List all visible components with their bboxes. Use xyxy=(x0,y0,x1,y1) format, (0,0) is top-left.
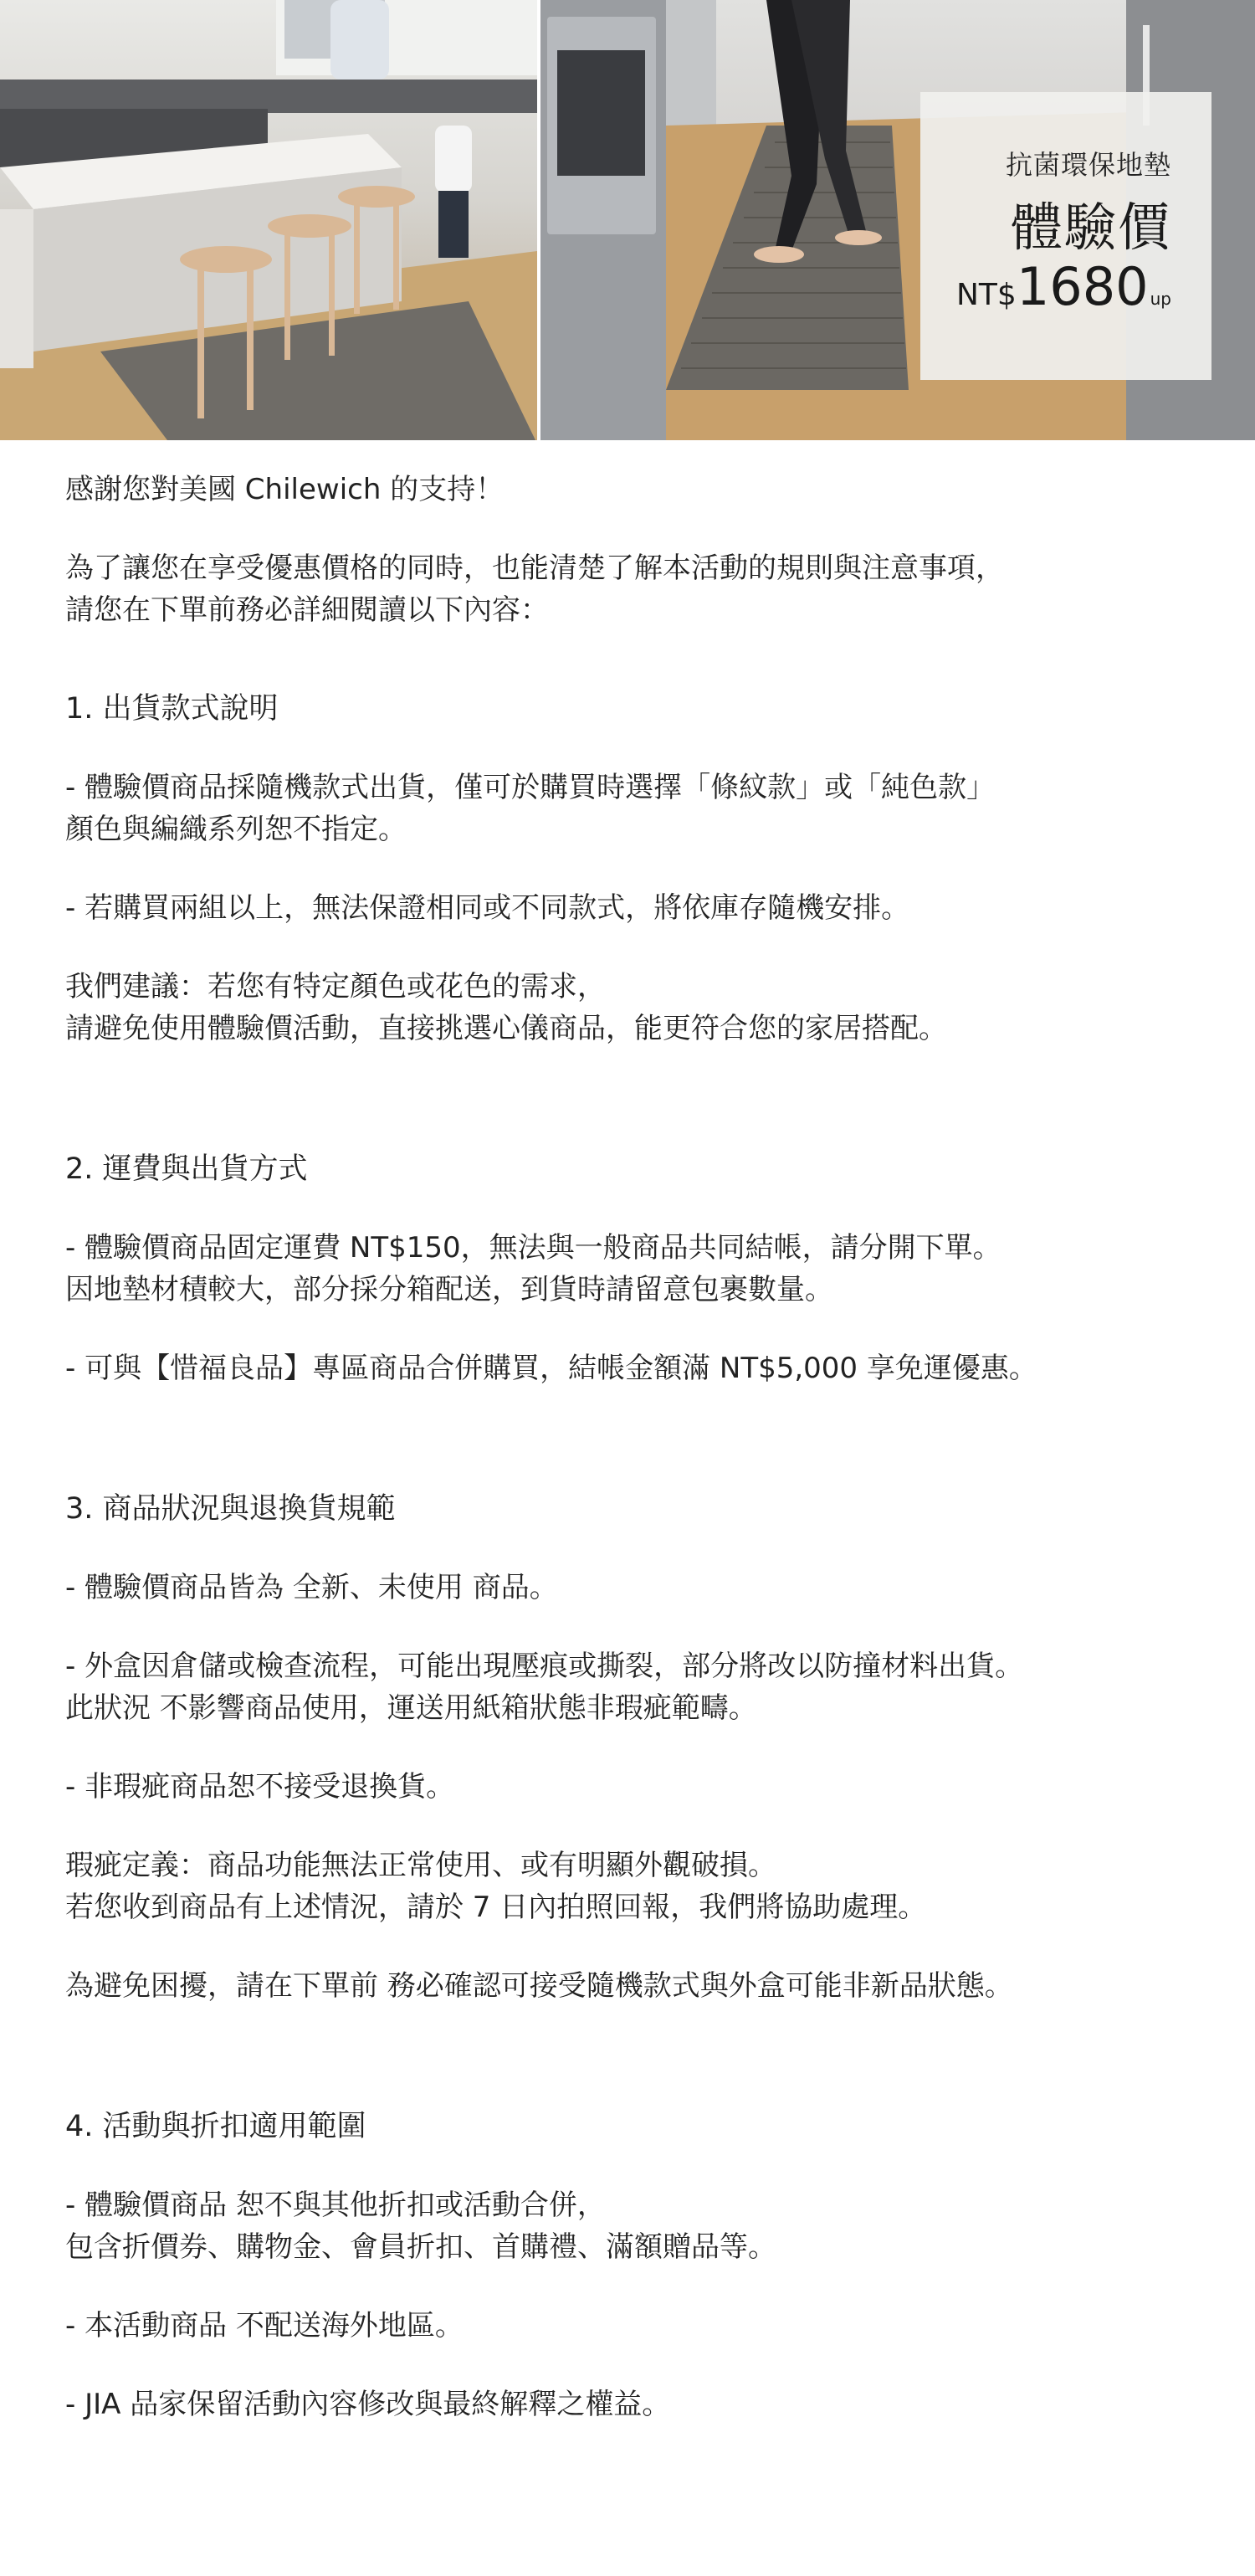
section-text: - 體驗價商品皆為 全新、未使用 商品。 xyxy=(65,1571,558,1604)
kitchen-illustration xyxy=(0,0,537,440)
section-text: 若您收到商品有上述情況，請於 7 日內拍照回報，我們將協助處理。 xyxy=(65,1891,927,1924)
section-text: 請避免使用體驗價活動，直接挑選心儀商品，能更符合您的家居搭配。 xyxy=(65,1012,947,1045)
price-tagline: 抗菌環保地墊 xyxy=(1005,149,1171,181)
terms-article xyxy=(65,469,1237,2425)
section-text: - JIA 品家保留活動內容修改與最終解釋之權益。 xyxy=(65,2388,671,2421)
price-title: 體驗價 xyxy=(1010,197,1171,258)
section-text: - 可與【惜福良品】專區商品合併購買，結帳金額滿 NT$5,000 享免運優惠。 xyxy=(65,1352,1037,1385)
thanks-line: 感謝您對美國 Chilewich 的支持！ xyxy=(65,473,505,506)
kitchen-photo xyxy=(0,0,537,440)
price-currency: NT$ xyxy=(956,278,1017,312)
section-text: 我們建議：若您有特定顏色或花色的需求， xyxy=(65,970,606,1003)
section-text: - 體驗價商品 恕不與其他折扣或活動合併， xyxy=(65,2189,606,2222)
price-line xyxy=(956,256,1171,317)
intro-line: 請您在下單前務必詳細閱讀以下內容： xyxy=(65,593,549,627)
section-text: 因地墊材積較大，部分採分箱配送，到貨時請留意包裹數量。 xyxy=(65,1273,833,1306)
section-text: - 非瑕疵商品恕不接受退換貨。 xyxy=(65,1770,455,1804)
section-text: 此狀況 不影響商品使用，運送用紙箱狀態非瑕疵範疇。 xyxy=(65,1691,757,1725)
section-text: 顏色與編織系列恕不指定。 xyxy=(65,813,407,846)
price-card xyxy=(920,92,1211,380)
price-amount: 1680 xyxy=(1016,256,1149,317)
section-text: - 若購買兩組以上，無法保證相同或不同款式，將依庫存隨機安排。 xyxy=(65,891,910,925)
section-heading-discount-scope: 4. 活動與折扣適用範圍 xyxy=(65,2110,366,2143)
section-text: 瑕疵定義：商品功能無法正常使用、或有明顯外觀破損。 xyxy=(65,1849,776,1882)
section-text: - 體驗價商品採隨機款式出貨，僅可於購買時選擇「條紋款」或「純色款」 xyxy=(65,771,996,804)
section-heading-return-policy: 3. 商品狀況與退換貨規範 xyxy=(65,1492,396,1526)
section-heading-shipping-fee: 2. 運費與出貨方式 xyxy=(65,1152,308,1186)
section-text: - 體驗價商品固定運費 NT$150，無法與一般商品共同結帳，請分開下單。 xyxy=(65,1231,1001,1265)
section-text: - 本活動商品 不配送海外地區。 xyxy=(65,2309,464,2343)
section-text: 包含折價券、購物金、會員折扣、首購禮、滿額贈品等。 xyxy=(65,2230,776,2264)
intro-line: 為了讓您在享受優惠價格的同時，也能清楚了解本活動的規則與注意事項， xyxy=(65,552,1004,585)
hero-banner xyxy=(0,0,1255,440)
section-text: 為避免困擾，請在下單前 務必確認可接受隨機款式與外盒可能非新品狀態。 xyxy=(65,1969,1013,2003)
section-heading-shipping-style: 1. 出貨款式說明 xyxy=(65,692,279,726)
price-suffix: up xyxy=(1150,289,1171,309)
section-text: - 外盒因倉儲或檢查流程，可能出現壓痕或撕裂，部分將改以防撞材料出貨。 xyxy=(65,1650,1024,1683)
